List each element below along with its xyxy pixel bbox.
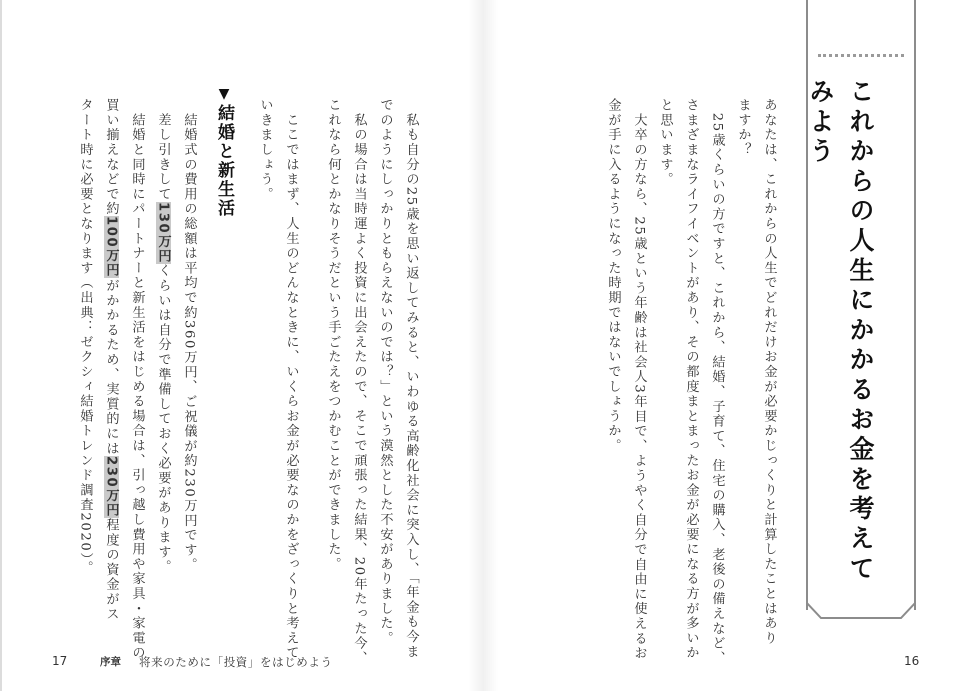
left-col-6 (252, 98, 278, 202)
text-line: 私の場合は当時運よく投資に出会えたので、そこで頑張った結果、20年たった今、 (351, 98, 367, 666)
text-line: 金が手に入るようになった時期ではないでしょうか。 (605, 98, 621, 454)
left-col-3 (346, 98, 372, 666)
right-col-2 (730, 98, 756, 157)
text-line: ますか？ (735, 98, 751, 158)
section-col-4 (98, 98, 124, 622)
left-page-number: 17 (52, 654, 68, 668)
text-line: と思います。 (657, 98, 673, 187)
text-line: 差し引きして (155, 98, 171, 202)
right-page-number: 16 (904, 654, 920, 668)
text-line: さまざまなライフイベントがあり、その都度まとまったお金が必要になる方が多いか (683, 98, 699, 661)
chapter-section-title: これからの人生にかかるお金を考えてみよう (806, 78, 875, 585)
highlighted-amount: 100万円 (103, 216, 119, 279)
left-col-4 (320, 98, 346, 572)
left-col-5 (278, 98, 304, 660)
right-col-6 (626, 98, 652, 661)
section-heading (206, 86, 242, 236)
highlighted-amount: 230万円 (103, 455, 119, 518)
text-line: 程度の資金がス (103, 517, 119, 622)
text-line: でのようにしっかりともらえないのでは？」という漠然とした不安がありました。 (377, 98, 393, 646)
section-col-3 (124, 98, 150, 660)
right-col-3 (704, 98, 730, 666)
section-col-1 (176, 98, 202, 572)
page-edge (0, 0, 2, 691)
section-heading-text: 結婚と新生活 (214, 104, 234, 218)
left-col-1 (398, 98, 424, 659)
right-col-1 (756, 98, 782, 646)
text-line: 私も自分の25歳を思い返してみると、いわゆる高齢化社会に突入し、「年金も今ま (403, 98, 419, 659)
section-col-5 (72, 98, 98, 575)
text-line: 結婚式の費用の総額は平均で約360万円、ご祝儀が約230万円です。 (181, 98, 197, 573)
text-line: タート時に必要となります（出典：ゼクシィ結婚トレンド調査2020）。 (77, 98, 93, 576)
text-line: がかかるため、実質的には (103, 278, 119, 456)
text-line: 25歳くらいの方ですと、これから、結婚、子育て、住宅の購入、老後の備えなど、 (709, 98, 725, 666)
right-col-4 (678, 98, 704, 660)
text-line: 買い揃えなどで約 (103, 98, 119, 217)
highlighted-amount: 130万円 (155, 201, 171, 264)
right-col-7 (600, 98, 626, 453)
title-dotted-rule (818, 54, 904, 57)
text-line: これなら何とかなりそうだという手ごたえをつかむことができました。 (325, 98, 341, 572)
gutter-shadow (468, 0, 498, 691)
running-title: 将来のために「投資」をはじめよう (139, 655, 333, 669)
chapter-label: 序章 (100, 656, 121, 668)
text-line: あなたは、これからの人生でどれだけお金が必要かじっくりと計算したことはあり (761, 98, 777, 646)
title-banner (806, 0, 916, 610)
text-line: 大卒の方なら、25歳という年齢は社会人3年目で、ようやく自分で自由に使えるお (631, 98, 647, 661)
text-line: くらいは自分で準備しておく必要があります。 (155, 263, 171, 575)
text-line: いきましょう。 (257, 98, 273, 202)
banner-notch (806, 596, 916, 624)
section-col-2 (150, 98, 176, 574)
right-col-5 (652, 98, 678, 187)
text-line: 結婚と同時にパートナーと新生活をはじめる場合は、引っ越し費用や家具・家電の (129, 98, 145, 661)
triangle-marker-icon: ▼ (216, 86, 232, 104)
text-line: ここではまず、人生のどんなときに、いくらお金が必要なのかをざっくりと考えて (283, 98, 299, 661)
left-col-2 (372, 98, 398, 646)
